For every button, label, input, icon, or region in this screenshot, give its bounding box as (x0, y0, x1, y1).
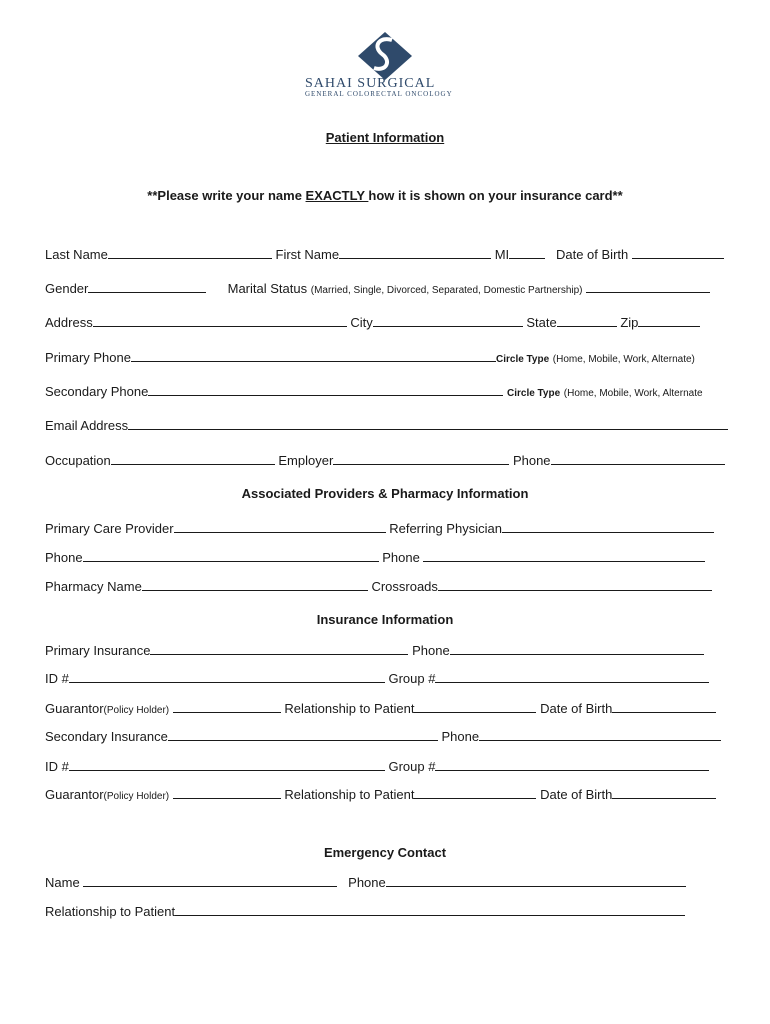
dob-label: Date of Birth (555, 247, 629, 262)
zip-field[interactable] (638, 314, 700, 327)
row-name (45, 246, 724, 264)
row-emergency-name (45, 874, 686, 892)
marital-options: (Married, Single, Divorced, Separated, Domestic Partnership) (310, 285, 583, 296)
primary-guarantor-dob-label: Date of Birth (540, 701, 613, 716)
city-field[interactable] (373, 314, 523, 327)
referring-field[interactable] (502, 520, 714, 533)
secondary-insurance-field[interactable] (168, 728, 438, 741)
primary-insurance-phone-field[interactable] (450, 642, 704, 655)
phone-type-options-1: (Home, Mobile, Work, Alternate) (552, 354, 695, 365)
pcp-phone-field[interactable] (83, 549, 379, 562)
referring-phone-field[interactable] (423, 549, 705, 562)
occupation-phone-label: Phone (512, 453, 551, 468)
row-primary-guarantor (45, 700, 716, 718)
instruction-text (0, 188, 770, 203)
secondary-guarantor-label: Guarantor (45, 787, 104, 802)
secondary-id-field[interactable] (69, 758, 385, 771)
logo-tagline: GENERAL COLORECTAL ONCOLOGY (305, 90, 453, 98)
primary-insurance-phone-label: Phone (412, 643, 450, 658)
email-field[interactable] (128, 417, 728, 430)
referring-label: Referring Physician (389, 521, 502, 536)
primary-id-label: ID # (45, 671, 69, 686)
primary-phone-label: Primary Phone (45, 350, 131, 365)
primary-insurance-label: Primary Insurance (45, 643, 151, 658)
state-field[interactable] (557, 314, 617, 327)
primary-guarantor-dob-field[interactable] (612, 700, 716, 713)
secondary-id-label: ID # (45, 759, 69, 774)
secondary-phone-field[interactable] (148, 383, 503, 396)
row-occupation (45, 452, 725, 470)
dob-field[interactable] (632, 246, 724, 259)
primary-insurance-field[interactable] (150, 642, 408, 655)
row-secondary-guarantor (45, 786, 716, 804)
secondary-group-label: Group # (388, 759, 436, 774)
secondary-insurance-label: Secondary Insurance (45, 729, 168, 744)
primary-id-field[interactable] (69, 670, 385, 683)
mi-field[interactable] (509, 246, 545, 259)
address-label: Address (45, 315, 93, 330)
secondary-guarantor-dob-label: Date of Birth (540, 787, 613, 802)
row-secondary-phone (45, 383, 703, 401)
row-secondary-id (45, 758, 709, 776)
instruction-emphasis: EXACTLY (305, 188, 369, 203)
emergency-name-label: Name (45, 875, 80, 890)
zip-label: Zip (620, 315, 639, 330)
crossroads-field[interactable] (438, 578, 712, 591)
last-name-label: Last Name (45, 247, 108, 262)
crossroads-label: Crossroads (371, 579, 438, 594)
emergency-relationship-field[interactable] (175, 903, 685, 916)
section-title-insurance: Insurance Information (316, 612, 454, 627)
row-address (45, 314, 700, 332)
section-title-associated: Associated Providers & Pharmacy Information (241, 486, 529, 501)
state-label: State (526, 315, 557, 330)
address-field[interactable] (93, 314, 347, 327)
row-pharmacy (45, 578, 712, 596)
section-title-emergency: Emergency Contact (323, 845, 447, 860)
secondary-insurance-phone-label: Phone (441, 729, 480, 744)
emergency-phone-field[interactable] (386, 874, 686, 887)
row-secondary-insurance (45, 728, 721, 746)
policy-holder-label-1: (Policy Holder) (103, 705, 170, 716)
email-label: Email Address (45, 418, 129, 433)
first-name-label: First Name (275, 247, 340, 262)
mi-label: MI (494, 247, 510, 262)
emergency-phone-label: Phone (348, 875, 386, 890)
first-name-field[interactable] (339, 246, 491, 259)
policy-holder-label-2: (Policy Holder) (103, 791, 170, 802)
logo-name: SAHAI SURGICAL (305, 76, 436, 91)
pcp-phone-label: Phone (45, 550, 83, 565)
pcp-field[interactable] (174, 520, 386, 533)
secondary-guarantor-field[interactable] (173, 786, 281, 799)
primary-relationship-field[interactable] (414, 700, 536, 713)
instruction-pre: **Please write your name (147, 188, 306, 203)
secondary-relationship-label: Relationship to Patient (284, 787, 415, 802)
pharmacy-label: Pharmacy Name (45, 579, 142, 594)
row-emergency-relationship (45, 903, 685, 921)
primary-relationship-label: Relationship to Patient (284, 701, 415, 716)
primary-guarantor-label: Guarantor (45, 701, 104, 716)
primary-guarantor-field[interactable] (173, 700, 281, 713)
row-pcp (45, 520, 714, 538)
occupation-phone-field[interactable] (551, 452, 725, 465)
circle-type-label-2: Circle Type (506, 388, 561, 399)
row-gender (45, 280, 710, 298)
marital-field[interactable] (586, 280, 710, 293)
row-provider-phones (45, 549, 705, 567)
emergency-relationship-label: Relationship to Patient (45, 904, 176, 919)
gender-field[interactable] (88, 280, 206, 293)
occupation-field[interactable] (111, 452, 275, 465)
phone-type-options-2: (Home, Mobile, Work, Alternate (563, 388, 703, 399)
row-primary-insurance (45, 642, 704, 660)
marital-label: Marital Status (227, 281, 308, 296)
row-primary-id (45, 670, 709, 688)
secondary-phone-label: Secondary Phone (45, 384, 149, 399)
referring-phone-label: Phone (382, 550, 420, 565)
last-name-field[interactable] (108, 246, 272, 259)
primary-group-field[interactable] (435, 670, 709, 683)
row-email (45, 417, 728, 435)
secondary-insurance-phone-field[interactable] (479, 728, 721, 741)
gender-label: Gender (45, 281, 89, 296)
emergency-name-field[interactable] (83, 874, 337, 887)
employer-label: Employer (278, 453, 334, 468)
row-primary-phone (45, 349, 695, 367)
secondary-guarantor-dob-field[interactable] (612, 786, 716, 799)
pcp-label: Primary Care Provider (45, 521, 174, 536)
occupation-label: Occupation (45, 453, 111, 468)
pharmacy-field[interactable] (142, 578, 368, 591)
employer-field[interactable] (333, 452, 509, 465)
primary-group-label: Group # (388, 671, 436, 686)
primary-phone-field[interactable] (131, 349, 496, 362)
instruction-post: how it is shown on your insurance card** (368, 188, 623, 203)
secondary-group-field[interactable] (435, 758, 709, 771)
circle-type-label-1: Circle Type (495, 354, 550, 365)
secondary-relationship-field[interactable] (414, 786, 536, 799)
section-title-patient-info: Patient Information (325, 130, 445, 145)
city-label: City (350, 315, 373, 330)
